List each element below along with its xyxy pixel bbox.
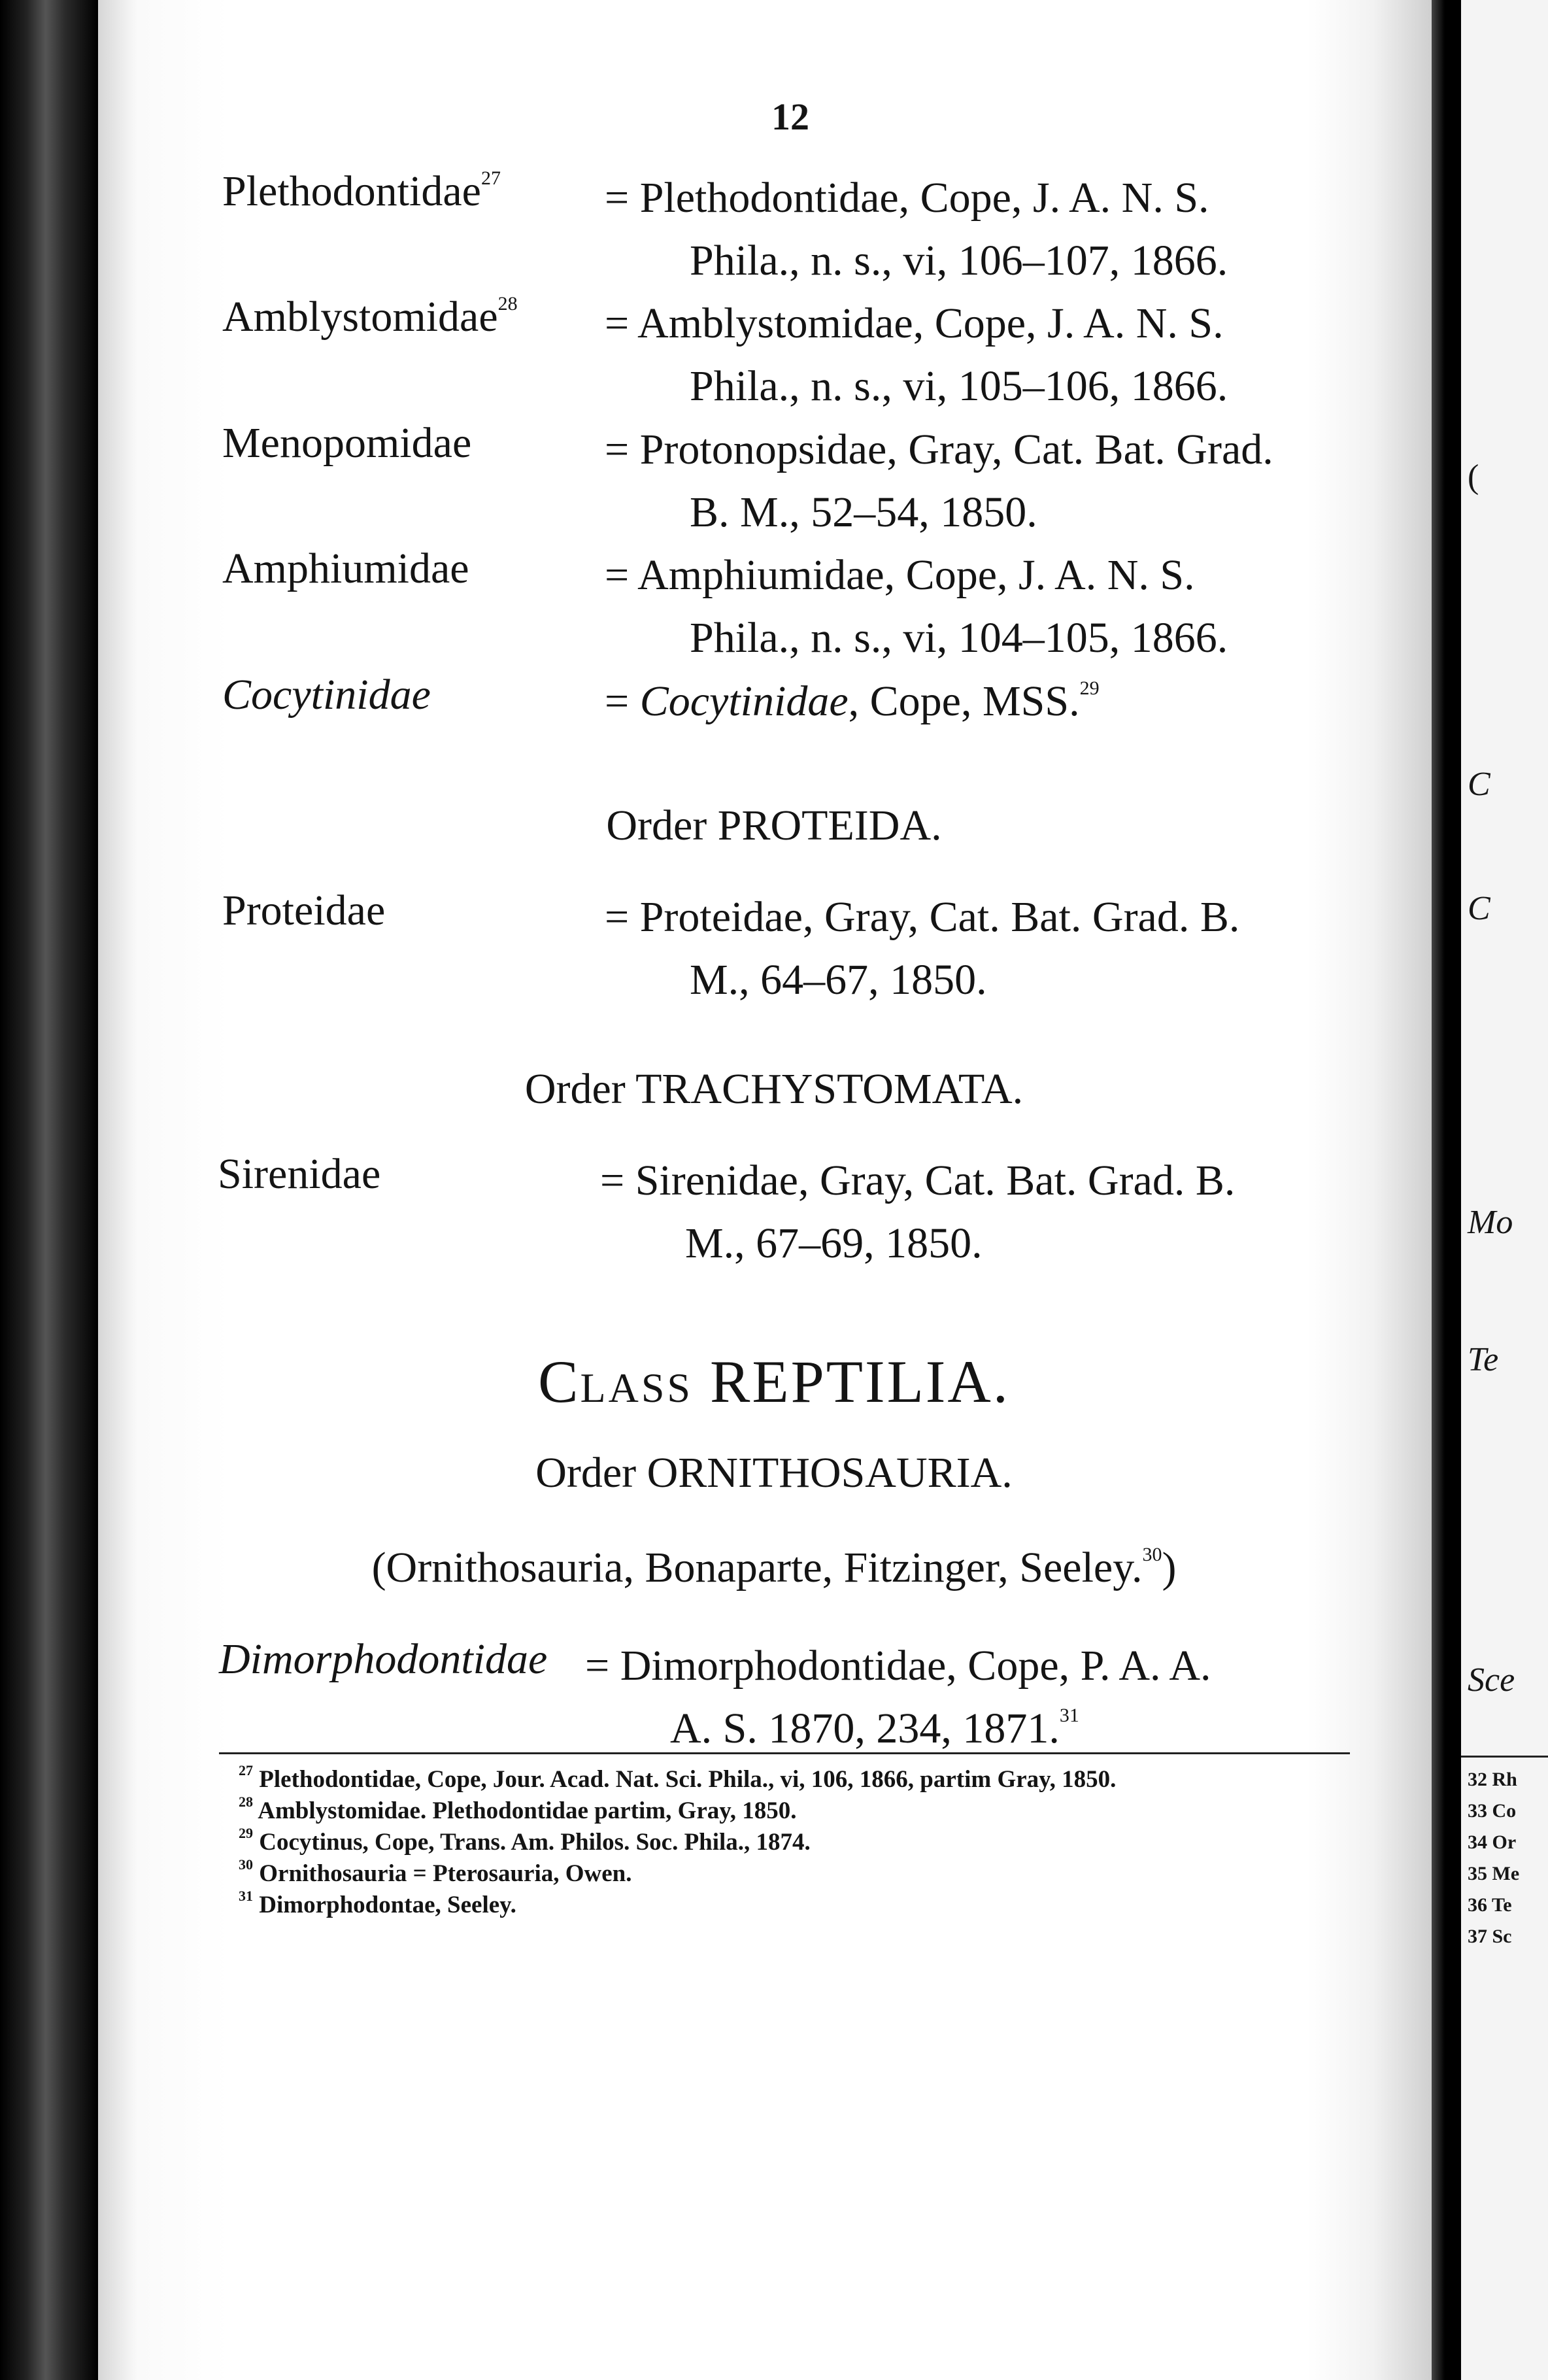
synonym: = Cocytinidae, Cope, MSS.$^{29}$ xyxy=(605,677,1100,725)
footnote-ref: 31 xyxy=(1059,1705,1079,1726)
order-heading-ornithosauria: Order ORNITHOSAURIA. xyxy=(535,1449,1013,1497)
footnote-ref: 30 xyxy=(1142,1544,1162,1565)
adjacent-footnote-divider xyxy=(1461,1756,1548,1758)
synonym: = Dimorphodontidae, Cope, P. A. A. A. S. 1870, 234, 1871.31 xyxy=(585,1642,1211,1752)
taxon-name: Plethodontidae$^{27}$ xyxy=(222,167,501,215)
book-spine-edge xyxy=(0,0,98,2380)
footnote: $^{30}$ Ornithosauria = Pterosauria, Owen. xyxy=(239,1856,632,1887)
entry-dimorphodontidae xyxy=(219,1635,1370,1765)
order-heading-proteida: Order PROTEIDA. xyxy=(606,802,942,849)
taxon-name: Cocytinidae xyxy=(222,671,431,719)
taxon-name: Dimorphodontidae xyxy=(219,1635,548,1683)
footnote-ref: 29 xyxy=(1079,677,1100,699)
adjacent-page-text: Te xyxy=(1468,1341,1499,1378)
footnote: $^{29}$ Cocytinus, Cope, Trans. Am. Philos. Soc. Phila., 1874. xyxy=(239,1825,811,1856)
adjacent-page-text: C xyxy=(1468,766,1490,803)
taxon-name: Menopomidae xyxy=(222,419,472,467)
taxon-name: Sirenidae xyxy=(218,1150,381,1198)
adjacent-footnote: 33 Co xyxy=(1468,1800,1517,1822)
adjacent-page-text: Sce xyxy=(1468,1661,1515,1699)
synonym: = Amblystomidae, Cope, J. A. N. S. Phila., n. s., vi, 105–106, 1866. xyxy=(605,299,1228,410)
entry-cocytinidae xyxy=(222,670,1373,801)
adjacent-page-text: Mo xyxy=(1468,1204,1513,1241)
taxon-name: Proteidae xyxy=(222,887,386,934)
order-heading-trachystomata: Order TRACHYSTOMATA. xyxy=(524,1065,1024,1113)
taxon-name: Amphiumidae xyxy=(222,545,469,592)
footnote: $^{31}$ Dimorphodontae, Seeley. xyxy=(239,1888,516,1918)
entry-proteidae xyxy=(222,886,1373,1017)
synonym: = Plethodontidae, Cope, J. A. N. S. Phila., n. s., vi, 106–107, 1866. xyxy=(605,174,1228,284)
footnote-ref: 27 xyxy=(480,167,501,189)
book-gutter xyxy=(1432,0,1461,2380)
entry-menopomidae xyxy=(222,418,1373,549)
ornithosauria-note: (Ornithosauria, Bonaparte, Fitzinger, Seeley.$^{30}$) xyxy=(371,1544,1177,1591)
footnote: $^{28}$ Amblystomidae. Plethodontidae partim, Gray, 1850. xyxy=(239,1794,797,1824)
class-heading: CLASS REPTILIA. xyxy=(538,1348,1010,1415)
adjacent-footnote: 34 Or xyxy=(1468,1831,1517,1853)
footnotes xyxy=(239,1764,1116,1921)
footnote-ref: 28 xyxy=(497,293,518,314)
adjacent-footnote: 35 Me xyxy=(1468,1863,1520,1884)
entry-amblystomidae xyxy=(222,292,1373,423)
synonym: = Protonopsidae, Gray, Cat. Bat. Grad. B. M., 52–54, 1850. xyxy=(605,426,1273,536)
taxon-name: Amblystomidae$^{28}$ xyxy=(222,293,518,341)
entry-amphiumidae xyxy=(222,544,1373,675)
adjacent-page-text: ( xyxy=(1468,458,1479,496)
synonym: = Amphiumidae, Cope, J. A. N. S. Phila., n. s., vi, 104–105, 1866. xyxy=(605,551,1228,662)
entry-plethodontidae xyxy=(222,167,1373,298)
adjacent-footnote: 32 Rh xyxy=(1468,1769,1517,1790)
page-number: 12 xyxy=(771,95,809,138)
synonym: = Sirenidae, Gray, Cat. Bat. Grad. B. M., 67–69, 1850. xyxy=(600,1157,1236,1267)
synonym: = Proteidae, Gray, Cat. Bat. Grad. B. M., 64–67, 1850. xyxy=(605,893,1240,1004)
footnote-divider xyxy=(219,1752,1350,1754)
adjacent-footnote: 37 Sc xyxy=(1468,1926,1512,1947)
adjacent-page-text: C xyxy=(1468,890,1490,927)
footnote: $^{27}$ Plethodontidae, Cope, Jour. Acad. Nat. Sci. Phila., vi, 106, 1866, partim Gray, 1850. xyxy=(239,1762,1117,1793)
adjacent-page-fragment xyxy=(1461,0,1548,2380)
adjacent-footnote: 36 Te xyxy=(1468,1894,1512,1916)
entry-sirenidae xyxy=(218,1149,1368,1280)
